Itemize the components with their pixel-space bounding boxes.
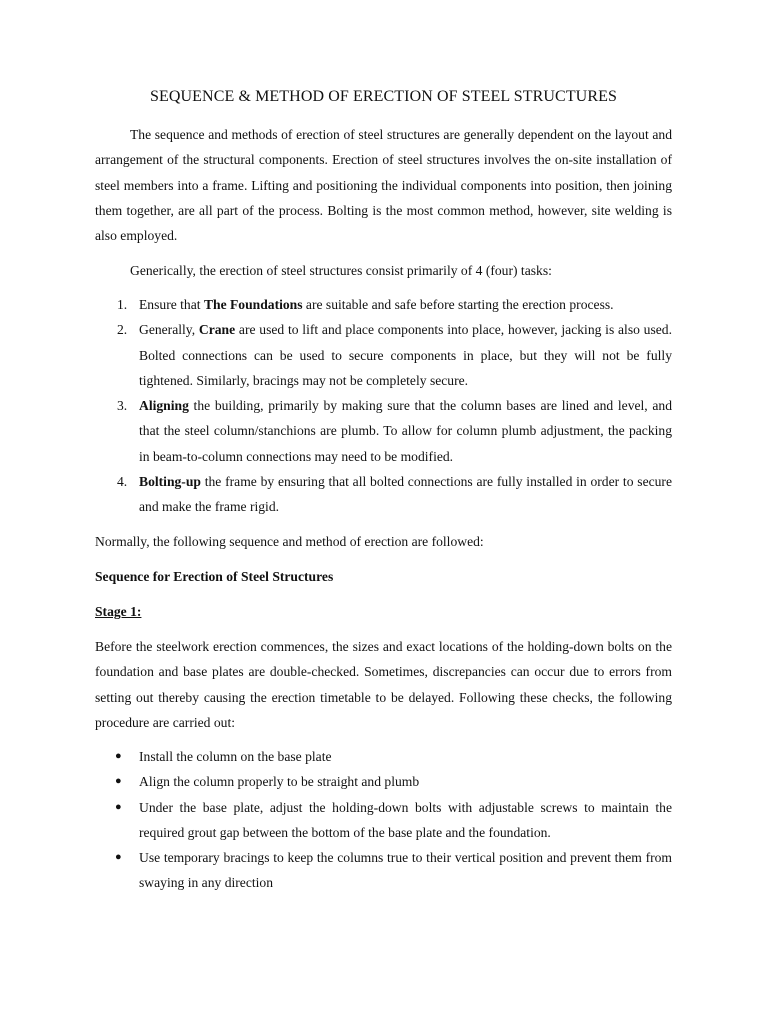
- intro-paragraph-text: The sequence and methods of erection of steel structures are generally dependent on the layout and arrangement of the structural components. Erection of steel structures involves the on-site installation of steel members into a frame. Lifting and positioning the individual components into position, then joining them together, are all part of the process. Bolting is the most common method, however, site welding is also employed.: [95, 127, 672, 244]
- bullet-icon: ●: [115, 750, 122, 762]
- procedure-item-3: [95, 795, 672, 846]
- procedure-item-2: [95, 769, 672, 794]
- tasks-list: [95, 292, 672, 520]
- intro-paragraph: [95, 122, 672, 248]
- task-keyword: The Foundations: [203, 297, 303, 312]
- task-item-4: [95, 469, 672, 520]
- task-keyword: Bolting-up: [139, 474, 201, 490]
- task-keyword: Aligning: [139, 398, 189, 414]
- procedure-text: Install the column on the base plate: [139, 749, 332, 764]
- task-text-after: the frame by ensuring that all bolted connections are fully installed in order to secure and make the frame rigid.: [139, 474, 672, 515]
- task-item-1: [95, 292, 672, 317]
- procedure-text: Under the base plate, adjust the holding-down bolts with adjustable screws to maintain the required grout gap between the bottom of the base plate and the foundation.: [139, 799, 672, 840]
- bullet-icon: ●: [115, 800, 122, 813]
- task-number: 3.: [117, 398, 128, 414]
- task-item-3: [95, 393, 672, 469]
- task-number: 4.: [117, 474, 128, 490]
- task-item-2: [95, 317, 672, 393]
- procedure-text: Align the column properly to be straight and plumb: [139, 774, 420, 790]
- sequence-heading: Sequence for Erection of Steel Structures: [95, 569, 334, 584]
- procedure-item-4: [95, 845, 672, 896]
- task-keyword: Crane: [198, 322, 236, 338]
- task-text-before: Ensure that: [139, 297, 204, 312]
- task-text-after: are suitable and safe before starting the erection process.: [302, 297, 614, 312]
- task-number: 2.: [117, 322, 128, 338]
- document-title: SEQUENCE & METHOD OF ERECTION OF STEEL STRUCTURES: [150, 88, 617, 105]
- normally-paragraph: Normally, the following sequence and method of erection are followed:: [95, 534, 484, 549]
- task-text-after: are used to lift and place components into place, however, jacking is also used. Bolted connections can be used to secure components in place, but they will not be fully tightened. Similarly, bracings may not be completely secure.: [139, 322, 672, 388]
- task-text-after: the building, primarily by making sure that the column bases are lined and level, and that the steel column/stanchions are plumb. To allow for column plumb adjustment, the packing in beam-to-column connections may need to be modified.: [139, 398, 672, 464]
- tasks-intro-text: Generically, the erection of steel structures consist primarily of 4 (four) tasks:: [130, 263, 552, 278]
- task-text-before: Generally,: [139, 322, 199, 338]
- tasks-intro: [95, 258, 672, 283]
- stage-paragraph: Before the steelwork erection commences, the sizes and exact locations of the holding-down bolts on the foundation and base plates are double-checked. Sometimes, discrepancies can occur due to errors from setting out thereby causing the erection timetable to be delayed. Following these checks, the following procedure are carried out:: [95, 639, 672, 730]
- task-number: 1.: [117, 297, 128, 312]
- stage-heading: Stage 1:: [95, 604, 142, 619]
- procedure-text: Use temporary bracings to keep the columns true to their vertical position and prevent them from swaying in any direction: [139, 850, 672, 891]
- procedure-item-1: [95, 744, 672, 769]
- bullet-icon: ●: [115, 851, 122, 864]
- bullet-icon: ●: [115, 775, 122, 788]
- procedure-list: [95, 744, 672, 896]
